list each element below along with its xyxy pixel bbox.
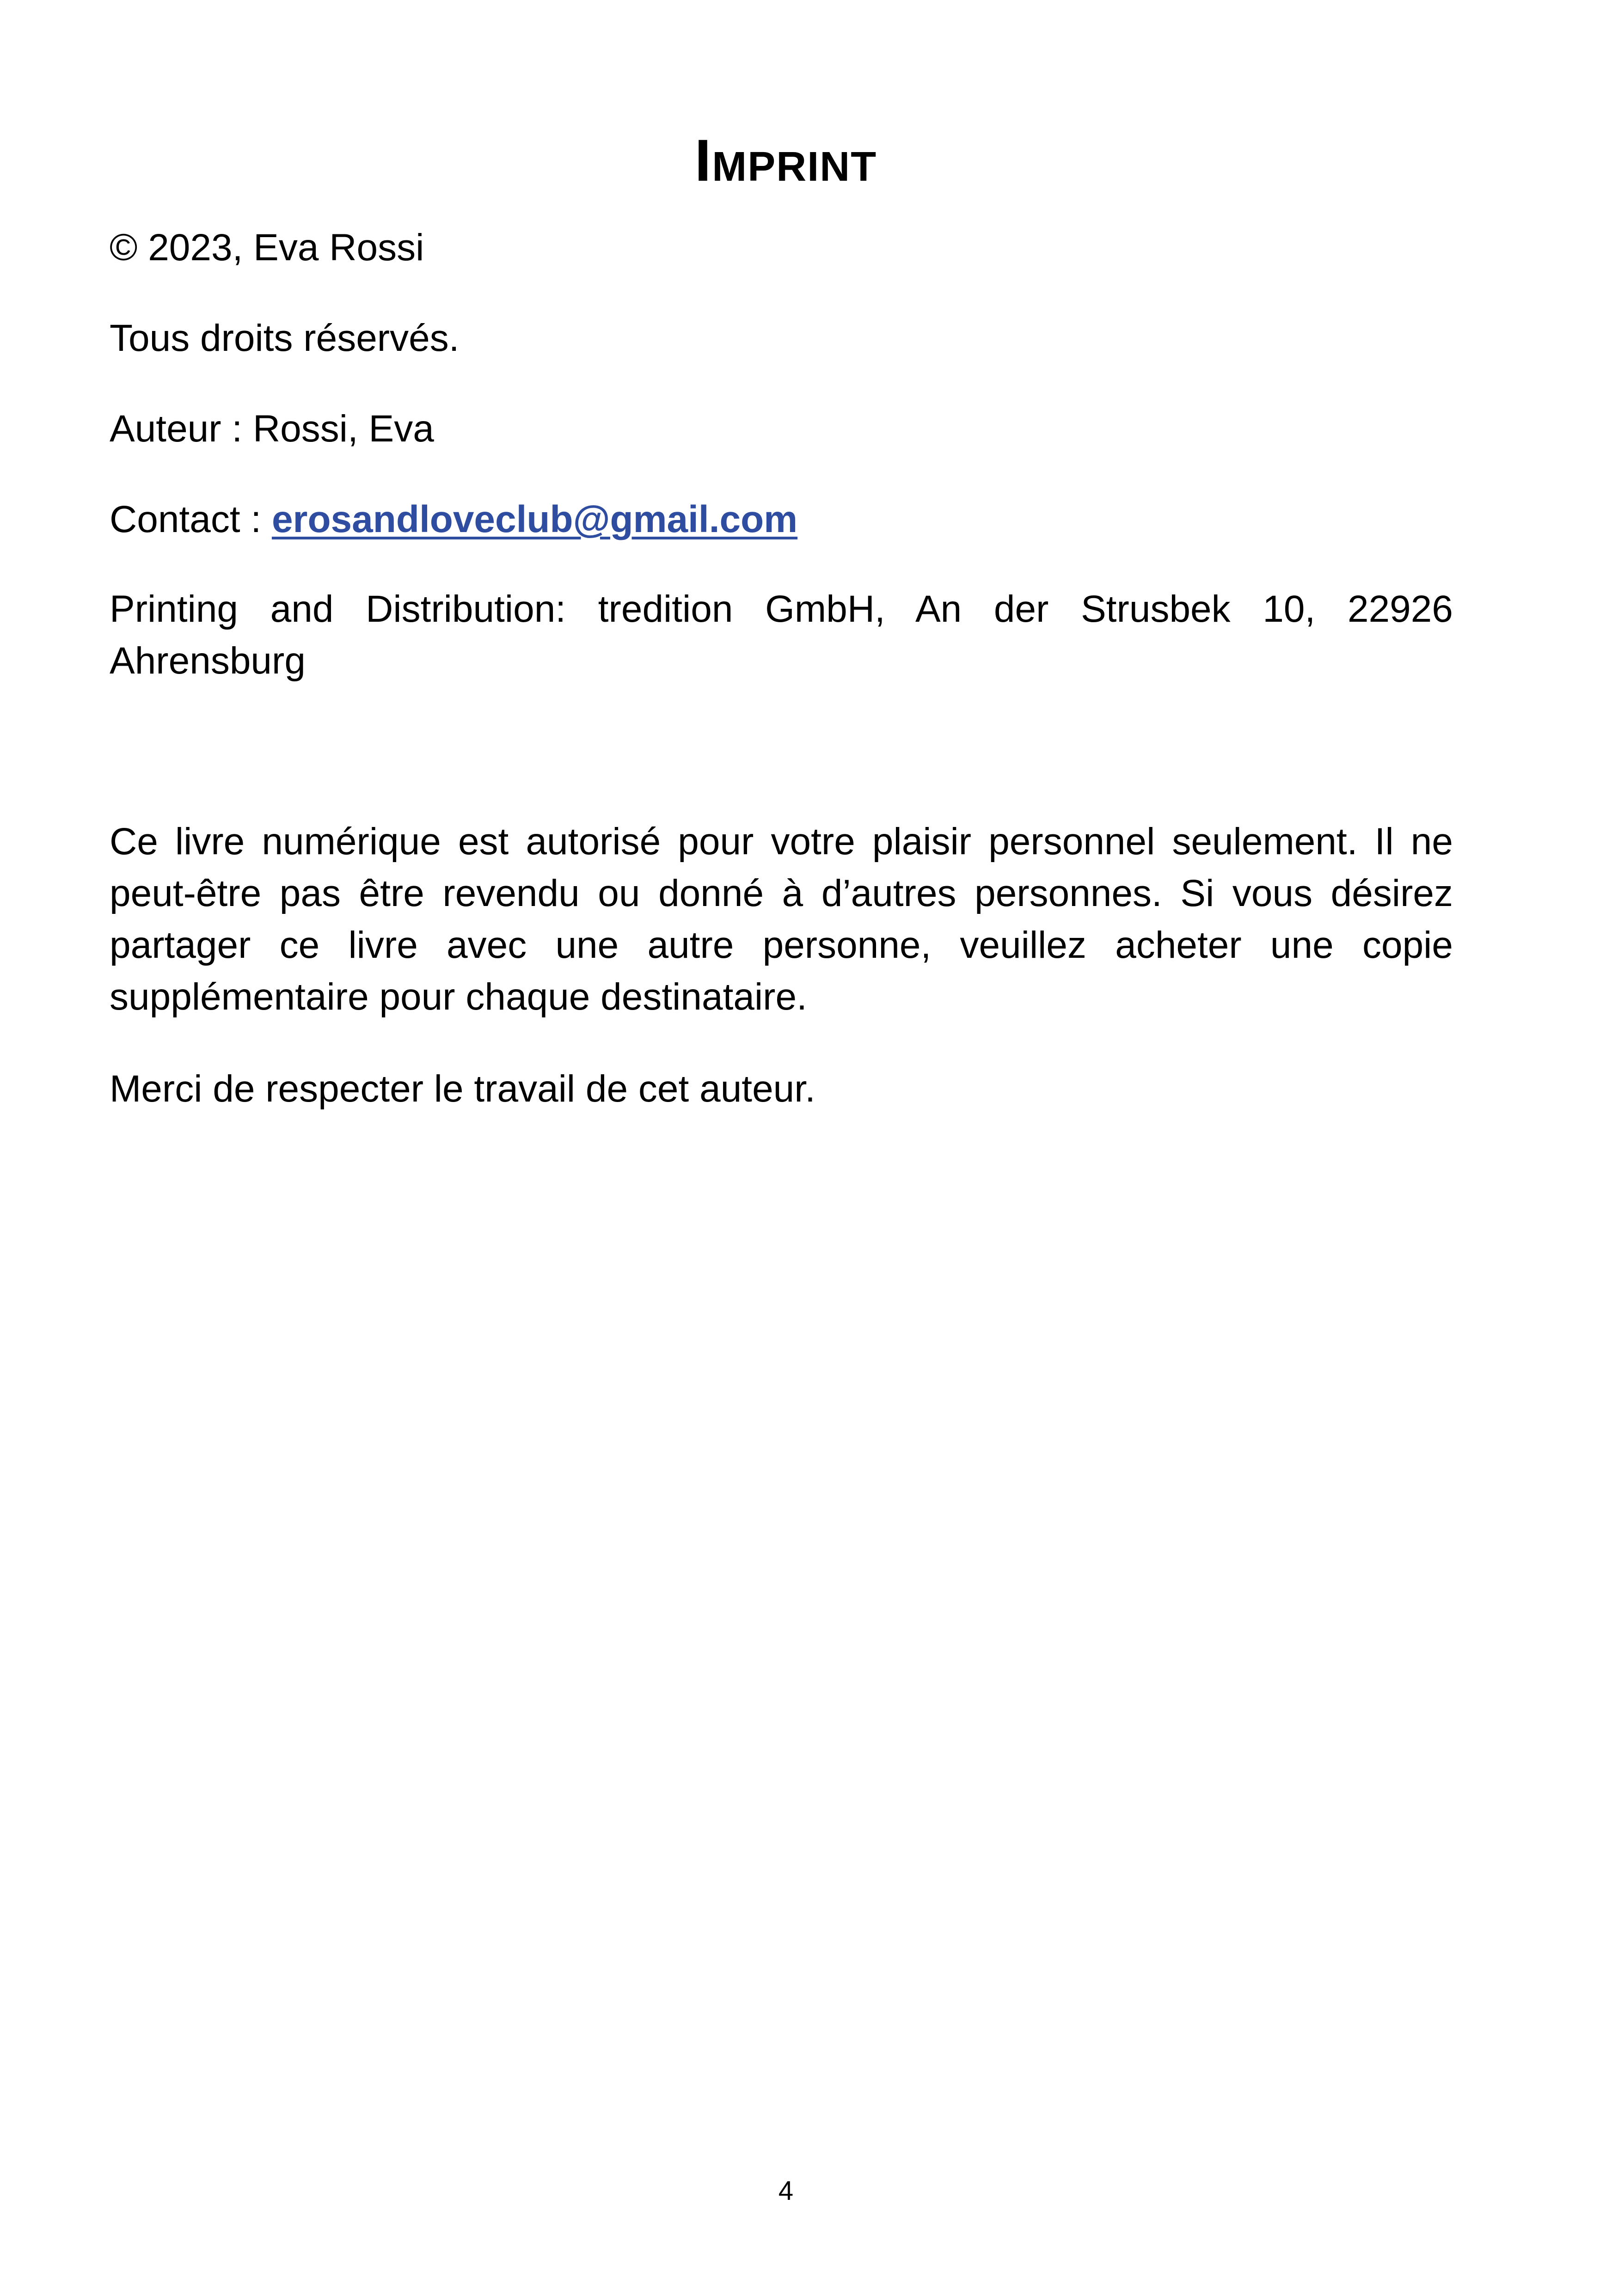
printing-distribution-line: Printing and Distribution: tredition GmbH, An der Strusbek 10, 22926 Ahrensburg xyxy=(110,588,1453,682)
license-paragraph: Ce livre numérique est autorisé pour votre plaisir personnel seulement. Il ne peut-être pas être revendu ou donné à d’autres personnes. Si vous désirez partager ce livre avec une autre personne, veuillez acheter une copie supplémentaire pour chaque destinataire. xyxy=(110,820,1453,1018)
page-number: 4 xyxy=(778,2176,794,2206)
contact-label: Contact : xyxy=(110,498,272,540)
thanks-line: Merci de respecter le travail de cet auteur. xyxy=(110,1068,815,1110)
page-title: Imprint xyxy=(694,128,877,194)
contact-email-link[interactable]: erosandloveclub@gmail.com xyxy=(271,498,798,540)
copyright-line: © 2023, Eva Rossi xyxy=(110,227,424,269)
author-line: Auteur : Rossi, Eva xyxy=(110,408,434,450)
contact-line xyxy=(110,494,1453,545)
rights-line: Tous droits réservés. xyxy=(110,317,460,359)
